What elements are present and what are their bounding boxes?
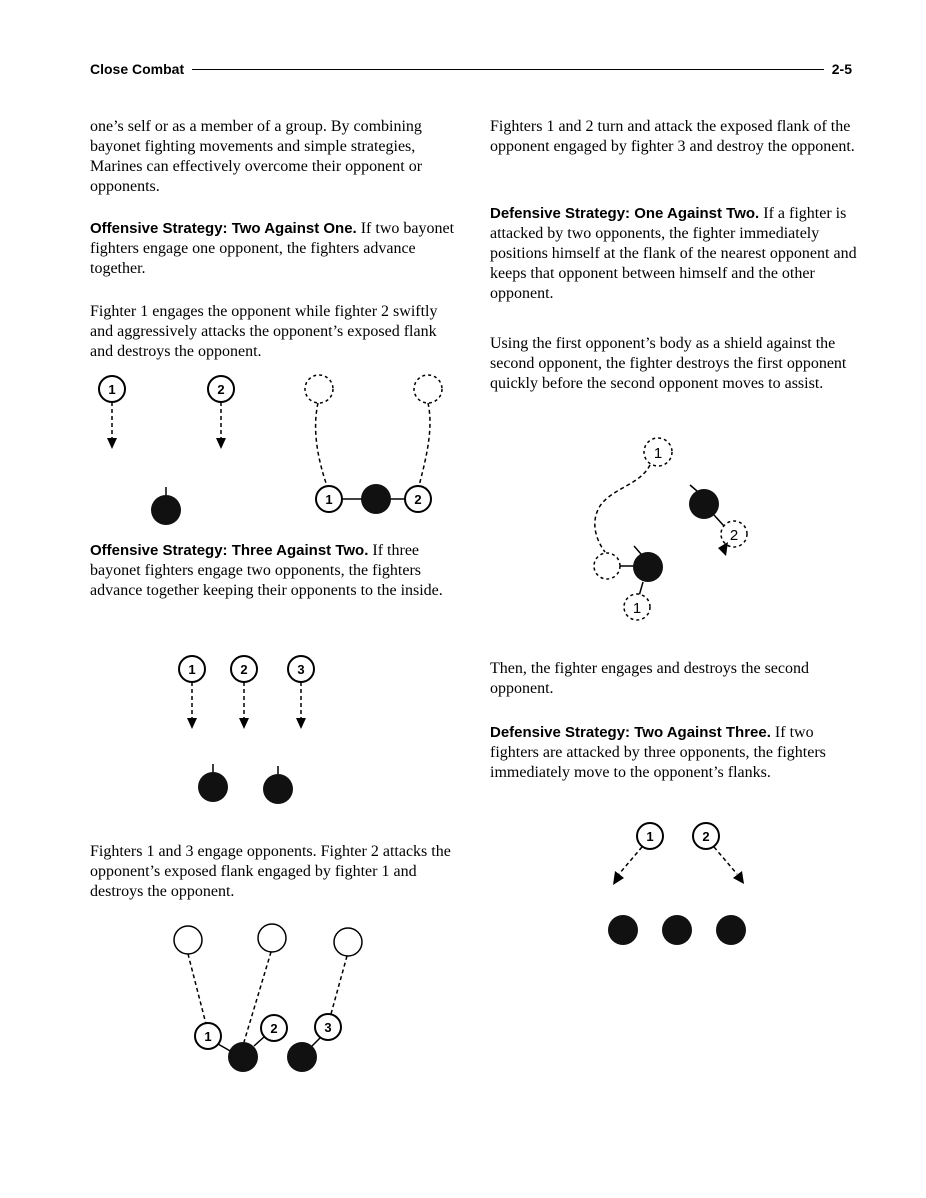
section-heading: Offensive Strategy: Three Against Two. — [90, 542, 369, 559]
svg-text:2: 2 — [414, 492, 422, 507]
svg-text:2: 2 — [217, 382, 225, 397]
svg-text:2: 2 — [270, 1021, 278, 1036]
opponent-marker — [662, 915, 692, 945]
paragraph-text: Then, the fighter engages and destroys the second opponent. — [490, 660, 810, 697]
paragraph-text: Fighters 1 and 3 engage opponents. Fighter 2 attacks the opponent’s exposed flank engaged by fighter 1 and destroys the opponent. — [90, 843, 451, 900]
paragraph-text: Using the first opponent’s body as a shield against the second opponent, the fighter destroys the first opponent quickly before the second opponent moves to assist. — [490, 335, 847, 392]
paragraph-text: one’s self or as a member of a group. By combining bayonet fighting movements and simple strategies, Marines can effectively overcome their opponent or opponents. — [90, 118, 423, 195]
svg-text:1: 1 — [325, 492, 333, 507]
svg-text:1: 1 — [632, 600, 642, 617]
section-text: If three bayonet fighters engage two opponents, the fighters advance together keeping their opponents to the inside. — [90, 542, 443, 599]
paragraph-text: Fighters 1 and 2 turn and attack the exposed flank of the opponent engaged by fighter 3 and destroy the opponent. — [490, 118, 855, 155]
svg-text:1: 1 — [653, 445, 663, 462]
opponent-marker — [716, 915, 746, 945]
svg-text:1: 1 — [108, 382, 116, 397]
fighter-2-marker — [693, 823, 719, 849]
opponent-marker — [608, 915, 638, 945]
svg-text:1: 1 — [188, 662, 196, 677]
fighter-1-marker — [637, 823, 663, 849]
section-heading: Defensive Strategy: One Against Two. — [490, 205, 760, 222]
svg-text:1: 1 — [646, 829, 654, 844]
svg-text:3: 3 — [324, 1020, 332, 1035]
svg-text:2: 2 — [702, 829, 710, 844]
section-text: If a fighter is attacked by two opponents, the fighter immediately positions himself at the flank of the nearest opponent and keeps that opponent between himself and the other opponent. — [490, 205, 857, 302]
svg-text:1: 1 — [204, 1029, 212, 1044]
arrowhead-icon — [613, 871, 624, 885]
section-text: If two fighters are attacked by three opponents, the fighters immediately move to the opponent’s flanks. — [490, 724, 826, 781]
page-number: 2-5 — [824, 61, 852, 77]
section-text: If two bayonet fighters engage one opponent, the fighters advance together. — [90, 220, 455, 277]
section-heading: Defensive Strategy: Two Against Three. — [490, 724, 771, 741]
arrowhead-icon — [733, 871, 744, 884]
section-heading: Offensive Strategy: Two Against One. — [90, 220, 357, 237]
svg-text:2: 2 — [240, 662, 248, 677]
svg-text:2: 2 — [729, 527, 739, 544]
svg-text:3: 3 — [297, 662, 305, 677]
paragraph-text: Fighter 1 engages the opponent while fighter 2 swiftly and aggressively attacks the opponent’s exposed flank and destroys the opponent. — [90, 303, 438, 360]
running-title: Close Combat — [90, 61, 192, 77]
